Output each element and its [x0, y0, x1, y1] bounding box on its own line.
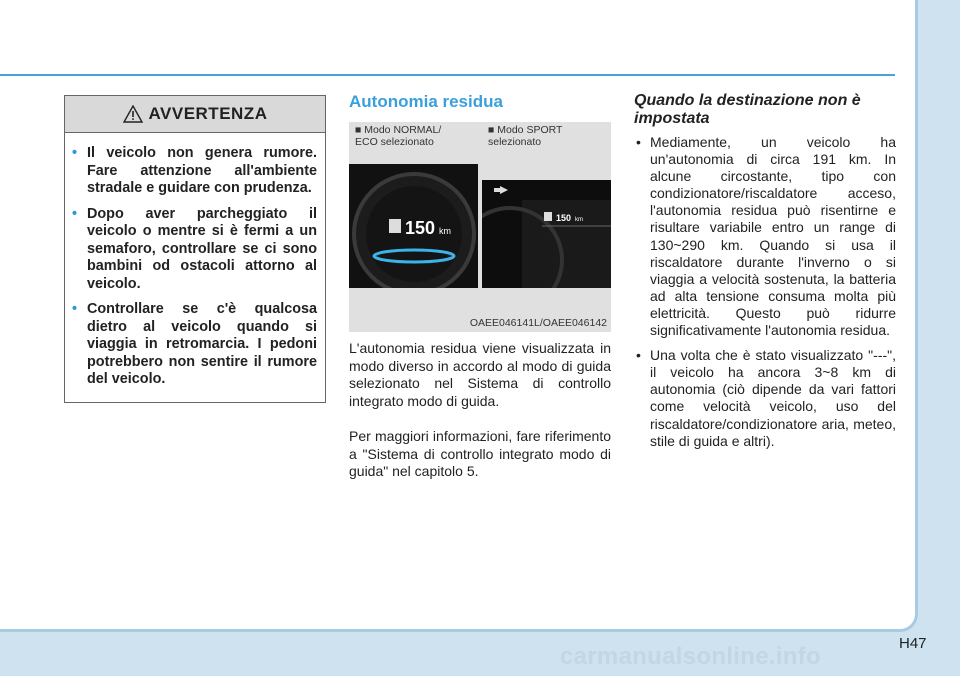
page-number: H47: [899, 635, 927, 652]
dashboard-image-sport: [482, 180, 611, 288]
figure-code: OAEE046141L/OAEE046142: [469, 317, 607, 329]
bullet-icon: •: [636, 347, 641, 364]
section-title: Autonomia residua: [349, 92, 503, 111]
figure-caption-sport: ■ Modo SPORT selezionato: [488, 124, 563, 148]
subsection-title: Quando la destinazione non è impostata: [634, 92, 861, 127]
warning-item: • Dopo aver parcheggiato il veicolo o mentre si è fermi a un semaforo, controllare se ci sono bambini od ostacoli attorno al veicolo.: [72, 205, 317, 292]
dashboard-figure: [349, 122, 611, 332]
bullet-icon: •: [72, 205, 78, 222]
bullet-icon: •: [636, 134, 641, 150]
range-value-normal: 150: [405, 218, 436, 238]
dashboard-image-normal: [349, 164, 478, 288]
header-rule: [0, 74, 895, 76]
range-unit-normal: km: [439, 226, 451, 236]
warning-item: • Controllare se c'è qualcosa dietro al veicolo quando si viaggia in retromarcia. I pedoni potrebbero non sentire il rumore del veicolo.: [72, 301, 317, 387]
warning-title: AVVERTENZA: [148, 104, 268, 123]
figure-caption-normal: ■ Modo NORMAL/ ECO selezionato: [355, 124, 442, 148]
bullet-icon: •: [72, 145, 78, 161]
warning-triangle-icon: [123, 105, 143, 123]
paragraph: Per maggiori informazioni, fare riferimento a "Sistema di controllo integrato modo di guida" nel capitolo 5.: [349, 428, 611, 479]
range-value-sport: 150: [556, 213, 572, 223]
range-unit-sport: km: [575, 217, 583, 223]
warning-list: [65, 133, 325, 389]
paragraph: L'autonomia residua viene visualizzata in modo diverso in accordo al modo di guida selezionato nel Sistema di controllo integrato modo di guida.: [349, 340, 611, 409]
watermark: carmanualsonline.info: [560, 643, 822, 670]
cluster-normal-graphic: [349, 164, 478, 288]
warning-header: [65, 96, 325, 133]
warning-item: • Il veicolo non genera rumore. Fare attenzione all'ambiente stradale e guidare con prudenza.: [72, 145, 317, 196]
right-list: [634, 134, 896, 458]
cluster-sport-graphic: [482, 180, 611, 288]
list-item: • Una volta che è stato visualizzato "---", il veicolo ha ancora 3~8 km di autonomia (ciò dipende da vari fattori come velocità veicolo, uso del riscaldatore/condizionatore aria, meteo, stile di guida e altri).: [636, 347, 896, 449]
warning-box: [64, 95, 326, 403]
list-item: • Mediamente, un veicolo ha un'autonomia di circa 191 km. In alcune circostante, tipo con condizionatore/riscaldatore acceso, l'autonomia residua può risentirne e risultare variabile entro un range di 130~290 km. Quando si usa il riscaldatore durante l'inverno o si viaggia a velocità sostenuta, la batteria ad alta tensione consuma molta più elettricità. Questo può ridurre significativamente l'autonomia residua.: [636, 134, 896, 339]
bullet-icon: •: [72, 301, 78, 317]
